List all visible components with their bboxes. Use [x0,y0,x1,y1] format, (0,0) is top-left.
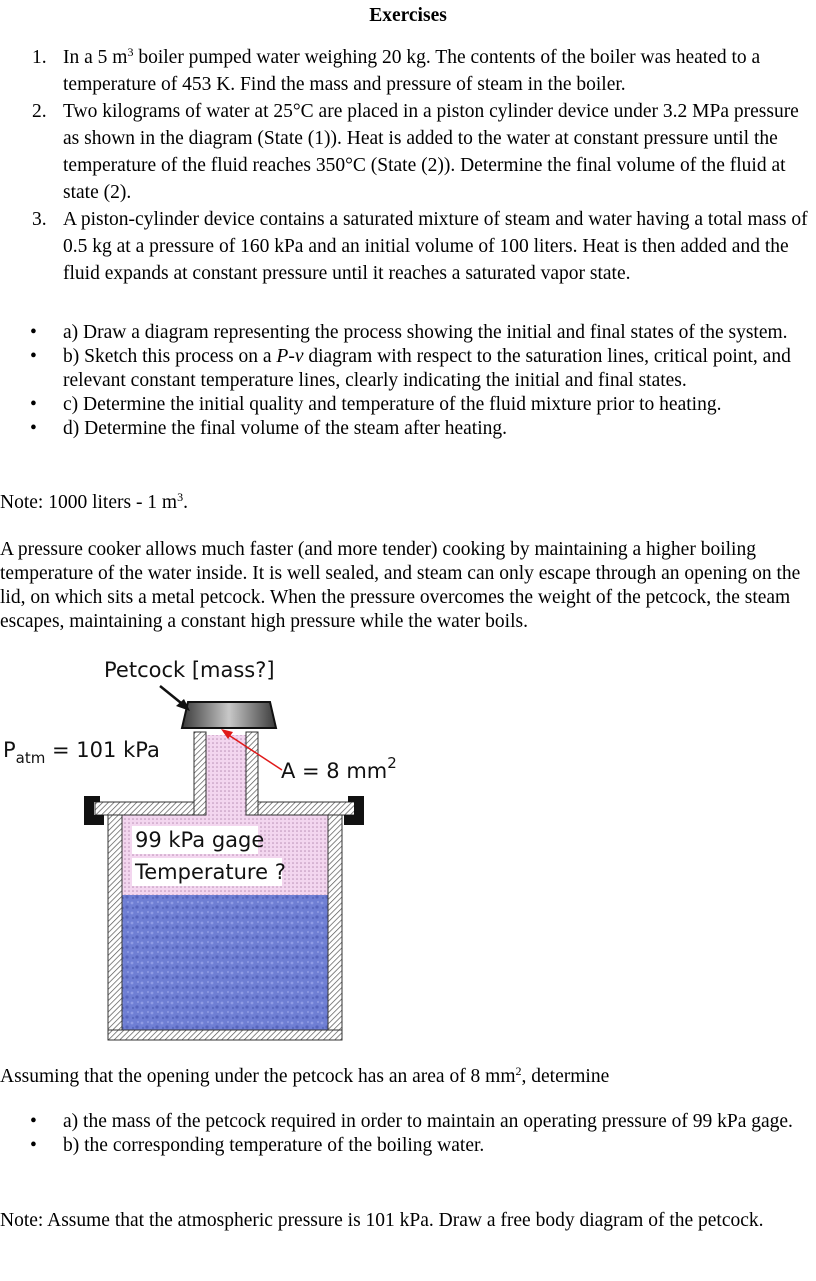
superscript: 2 [515,1064,522,1078]
note-liters [0,489,816,516]
task-b-text: b) Sketch this process on a [63,346,277,367]
assume-text: , determine [521,1066,610,1087]
temperature-label: Temperature ? [135,860,286,884]
exercise-number: 3. [32,209,47,230]
pot-bottom [108,1030,342,1040]
note-atmospheric: Note: Assume that the atmospheric pressure is 101 kPa. Draw a free body diagram of the petcock. [0,1210,764,1231]
pot-right-wall [328,812,342,1034]
superscript: 3 [177,490,184,504]
assume-text: Assuming that the opening under the petcock has an area of 8 mm [0,1066,516,1087]
exercise-number: 1. [32,47,47,68]
patm-label [3,738,160,767]
exercise-number: 2. [32,101,47,122]
dash: - [288,346,295,367]
exercise-text: Two kilograms of water at 25°C are placed in a piston cylinder device under 3.2 MPa pressure as shown in the diagram (State (1)). Heat is added to the water at constant pressure until the temperature of the fluid reaches 350°C (State (2)). Determine the final volume of the fluid at state (2). [63,101,799,203]
exercise-text: In a 5 m [63,47,128,68]
lid-left [95,802,206,815]
task-mass: • a) the mass of the petcock required in order to maintain an operating pressure of 99 kPa gage. [63,1110,816,1134]
assumption-text [0,1063,816,1090]
note-text: . [183,492,188,513]
task-b [63,345,816,393]
patm-value: = 101 kPa [45,738,160,762]
area-superscript: 2 [387,754,397,772]
neck-right-wall [246,732,258,815]
exercise-1 [32,44,816,98]
pot-left-wall [108,812,122,1034]
neck-left-wall [194,732,206,815]
area-label [281,754,397,783]
water-region [122,895,328,1030]
italic-v: v [294,346,304,367]
italic-p: P [276,346,289,367]
pressure-cooker-paragraph: A pressure cooker allows much faster (and more tender) cooking by maintaining a higher boiling temperature of the water inside. It is well sealed, and steam can only escape through an opening on the lid, on which sits a metal petcock. When the pressure overcomes the weight of the petcock, the steam escapes, maintaining a constant high pressure while the water boils. [0,539,801,632]
steam-neck [206,735,246,815]
petcock [182,702,276,728]
task-c: • c) Determine the initial quality and temperature of the fluid mixture prior to heating. [63,393,816,417]
superscript: 3 [127,45,134,59]
lid-right [246,802,355,815]
patm-subscript: atm [15,749,46,767]
task-b-text: diagram with respect to the saturation lines, critical point, and relevant constant temperature lines, clearly indicating the initial and final states. [63,346,791,391]
patm-p: P [3,738,16,762]
area-text: A = 8 mm [281,759,388,783]
petcock-label: Petcock [mass?] [104,658,275,682]
gage-label: 99 kPa gage [135,828,265,852]
exercise-text: A piston-cylinder device contains a saturated mixture of steam and water having a total mass of 0.5 kg at a pressure of 160 kPa and an initial volume of 100 liters. Heat is then added and the fluid expands at constant pressure until it reaches a saturated vapor state. [63,209,808,284]
note-text: Note: 1000 liters - 1 m [0,492,178,513]
exercise-3-tasks [0,321,816,441]
task-temperature: • b) the corresponding temperature of the boiling water. [63,1134,816,1158]
page-title: Exercises [369,5,447,26]
petcock-tasks [0,1110,816,1158]
exercise-3 [32,206,816,287]
exercise-text: boiler pumped water weighing 20 kg. The contents of the boiler was heated to a temperature of 453 K. Find the mass and pressure of steam in the boiler. [63,47,761,95]
task-a: • a) Draw a diagram representing the process showing the initial and final states of the system. [63,321,816,345]
task-d: • d) Determine the final volume of the steam after heating. [63,417,816,441]
exercise-list [0,44,816,287]
exercise-2 [32,98,816,206]
pressure-cooker-diagram [0,650,420,1050]
